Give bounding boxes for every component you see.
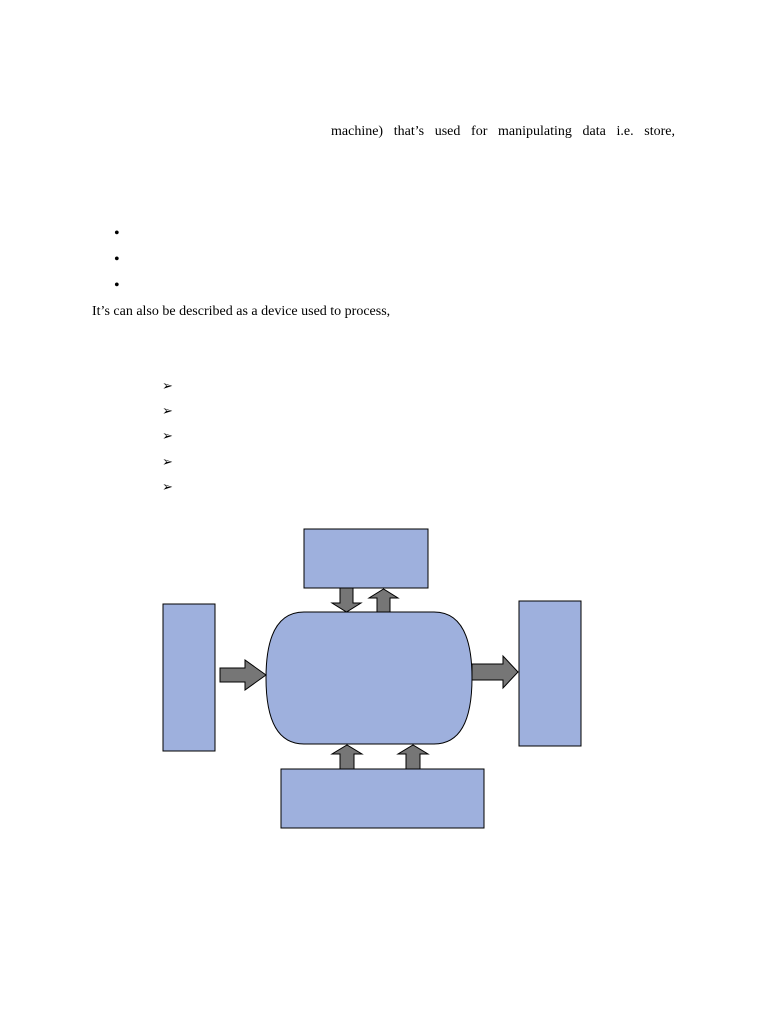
arrow-bullet-2: ➢ (162, 403, 173, 418)
arrow-up-center-to-top (369, 589, 398, 612)
arrow-down-top-to-center (332, 588, 361, 612)
bullet-item-2: • (114, 251, 120, 268)
arrow-bullet-3: ➢ (162, 428, 173, 443)
arrow-bullet-5: ➢ (162, 479, 173, 494)
arrow-right-left-to-center (220, 660, 266, 690)
arrow-bullet-4: ➢ (162, 454, 173, 469)
arrow-up-bottom-to-center-2 (398, 745, 428, 769)
bullet-item-1: • (114, 225, 120, 242)
arrow-bullet-1: ➢ (162, 378, 173, 393)
left-box (163, 604, 215, 751)
description-line: It’s can also be described as a device used to process, (92, 304, 391, 319)
bottom-box (281, 769, 484, 828)
paragraph-fragment: machine) that’s used for manipulating data i.e. store, (331, 124, 675, 139)
bullet-item-3: • (114, 277, 120, 294)
central-processing-shape (266, 612, 472, 744)
right-box (519, 601, 581, 746)
top-box (304, 529, 428, 588)
arrow-up-bottom-to-center-1 (332, 745, 362, 769)
arrow-right-center-to-right (472, 656, 518, 688)
